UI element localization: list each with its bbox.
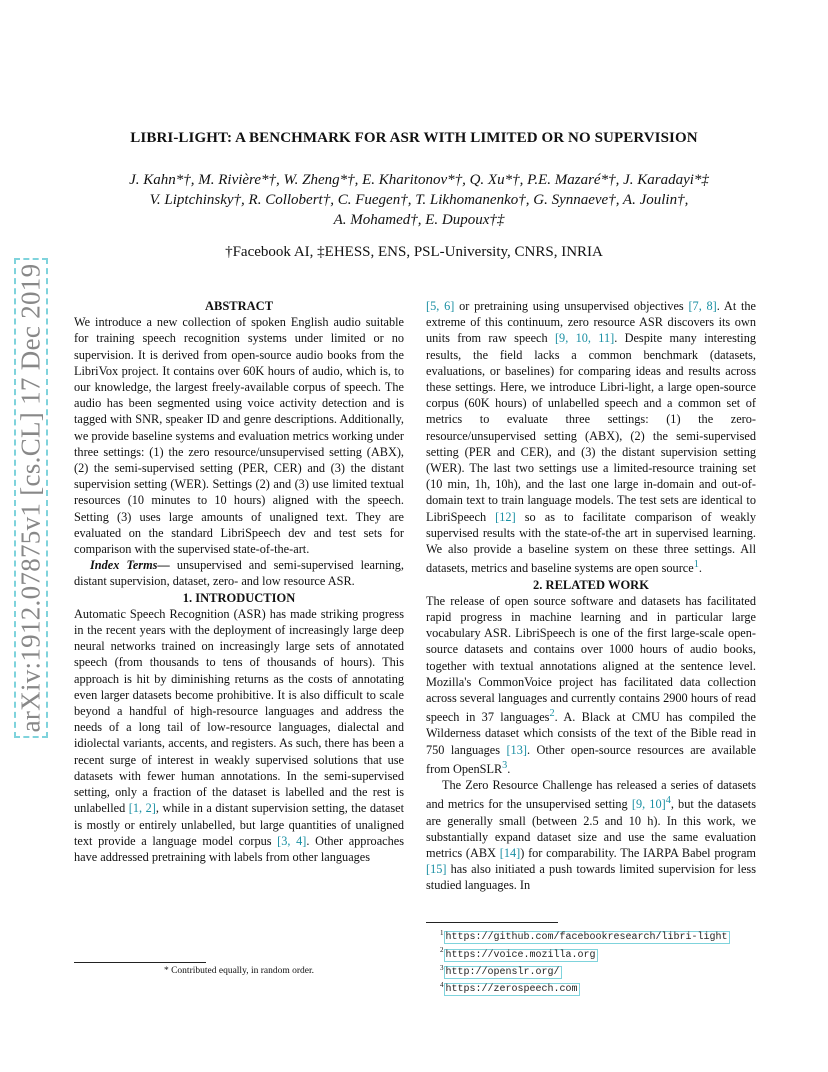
index-terms-text: unsupervised and semi-supervised learning, distant supervision, dataset, zero- and low resource ASR. xyxy=(74,558,405,589)
footnote-url[interactable]: https://github.com/facebookresearch/libri-light xyxy=(445,932,728,944)
footnote-number: 4 xyxy=(440,980,444,989)
related-paragraph-1 xyxy=(426,593,756,777)
footnote-number: 2 xyxy=(440,946,444,955)
intro-text: , while in a distant supervision setting, the dataset is mostly or entirely unlabelled, but large quantities of unaligned text provide a language model corpus xyxy=(74,801,404,848)
left-column xyxy=(74,298,404,865)
citation-link[interactable]: [5, 6] xyxy=(426,299,455,313)
equal-contribution-note: * Contributed equally, in random order. xyxy=(163,966,315,976)
authors-line-2: V. Liptchinsky†, R. Collobert†, C. Fuegen†, T. Likhomanenko†, G. Synnaeve†, A. Joulin†, xyxy=(149,192,689,208)
author-list xyxy=(90,170,748,230)
related-text: . xyxy=(507,761,511,776)
intro-text: so as to facilitate comparison of weakly supervised results with the state-of-the art in supervised learning. We also provide a baseline system on these three settings. All datasets, metrics and baseline systems are open source xyxy=(426,509,756,576)
abstract-text: We introduce a new collection of spoken English audio suitable for training speech recognition systems under limited or no supervision. It is derived from open-source audio books from the LibriVox project. It contains over 60K hours of audio, which is, to our knowledge, the largest freely-available corpus of speech. The audio has been segmented using voice activity detection and is tagged with SNR, speaker ID and genre descriptions. Additionally, we provide baseline systems and evaluation metrics working under three settings: (1) the zero resource/unsupervised setting (ABX), (2) the semi-supervised setting (PER, CER) and (3) the distant supervision setting (WER). Settings (2) and (3) use limited textual resources (10 minutes to 10 hours) aligned with the speech. Setting (3) uses large amounts of unaligned text. They are evaluated on the standard LibriSpeech dev and test sets for comparison with the supervised state-of-the-art. xyxy=(74,315,404,557)
affiliations: †Facebook AI, ‡EHESS, ENS, PSL-University, CNRS, INRIA xyxy=(225,244,603,260)
related-text: has also initiated a push towards limited supervision for less studied languages. In xyxy=(426,862,756,893)
citation-link[interactable]: [9, 10] xyxy=(631,797,666,812)
citation-link[interactable]: [9, 10, 11] xyxy=(554,331,615,346)
citation-link[interactable]: [15] xyxy=(426,862,447,877)
paper-title: LIBRI-LIGHT: A BENCHMARK FOR ASR WITH LIMITED OR NO SUPERVISION xyxy=(130,130,698,146)
right-column xyxy=(426,298,756,894)
related-paragraph-2 xyxy=(426,777,756,894)
footnote-item xyxy=(440,979,770,996)
authors-line-1: J. Kahn*†, M. Rivière*†, W. Zheng*†, E. Kharitonov*†, Q. Xu*†, P.E. Mazaré*†, J. Karadayi*‡ xyxy=(129,172,709,188)
citation-link[interactable]: [14] xyxy=(499,846,521,861)
intro-paragraph xyxy=(74,606,404,865)
related-work-heading: 2. RELATED WORK xyxy=(533,577,649,592)
related-text: , but the datasets are generally small (between 2.5 and 10 h). In this work, we substantially expand dataset size and use the same evaluation metrics (ABX xyxy=(426,797,756,861)
footnote-rule xyxy=(426,922,558,923)
footnote-number: 3 xyxy=(440,963,444,972)
footnote-item xyxy=(440,944,770,961)
footnote-marker[interactable]: 3 xyxy=(502,759,508,771)
abstract-heading: ABSTRACT xyxy=(204,299,274,313)
related-text: ) for comparability. The IARPA Babel program xyxy=(520,846,756,861)
related-text: . Other open-source resources are available from OpenSLR xyxy=(426,742,757,776)
intro-text: or pretraining using unsupervised objectives xyxy=(454,299,689,313)
footnote-url[interactable]: https://zerospeech.com xyxy=(445,984,578,996)
intro-text: . Other approaches have addressed pretraining with labels from other languages xyxy=(74,833,405,864)
intro-continued xyxy=(426,298,756,577)
footnote-marker[interactable]: 4 xyxy=(665,795,671,807)
footnote-marker[interactable]: 1 xyxy=(693,559,699,571)
footnote-item xyxy=(440,927,770,944)
related-text: . A. Black at CMU has compiled the Wilderness dataset which consists of the text of the Bible read in 750 languages xyxy=(426,710,756,757)
related-text: The Zero Resource Challenge has released a series of datasets and metrics for the unsupervised setting xyxy=(426,778,756,812)
intro-text: Automatic Speech Recognition (ASR) has made striking progress in the recent years with the deployment of increasingly large deep neural networks trained on increasingly large sets of annotated speech (from thousands to tens of thousands of hours). This approach is hit by diminishing returns as the costs of annotating even larger datasets become prohibitive. It is also difficult to scale beyond a handful of high-resource languages and address the needs of a long tail of low-resource languages, dialectal and idiolectal variants, accents, and registers. As such, there has been a recent surge of interest in weakly supervised solutions that use datasets with fewer human annotations. In the semi-supervised setting, only a fraction of the dataset is labelled and the rest is unlabelled xyxy=(74,606,404,816)
footnote-url[interactable]: https://voice.mozilla.org xyxy=(445,949,596,961)
citation-link[interactable]: [13] xyxy=(506,742,527,757)
related-text: The release of open source software and datasets has facilitated rapid progress in machine learning and in particular large vocabulary ASR. LibriSpeech is one of the first large-scale open-source datasets and contains over 1000 hours of audio books, together with textual annotations aligned at the sentence level. Mozilla's CommonVoice project has facilitated data collection across several languages and currently contains 2900 hours of read speech in 37 languages xyxy=(426,593,756,725)
intro-text: . At the extreme of this continuum, zero resource ASR discovers its own units from raw speech xyxy=(426,299,757,346)
footnote-number: 1 xyxy=(440,929,444,937)
arxiv-identifier[interactable]: arXiv:1912.07875v1 [cs.CL] 17 Dec 2019 xyxy=(15,263,46,733)
footnote-rule xyxy=(74,962,206,963)
index-terms xyxy=(74,557,404,589)
authors-line-3: A. Mohamed†, E. Dupoux†‡ xyxy=(333,212,505,228)
footnote-marker[interactable]: 2 xyxy=(549,708,555,720)
citation-link[interactable]: [1, 2] xyxy=(128,801,156,816)
citation-link[interactable]: [3, 4] xyxy=(277,833,307,848)
footnote-item xyxy=(440,962,770,979)
citation-link[interactable]: [12] xyxy=(495,509,516,524)
intro-text: . xyxy=(698,561,702,576)
citation-link[interactable]: [7, 8] xyxy=(688,299,717,313)
intro-heading: 1. INTRODUCTION xyxy=(182,590,296,605)
index-terms-label: Index Terms— xyxy=(90,558,170,573)
footnotes xyxy=(440,927,770,996)
intro-text: . Despite many interesting results, the field lacks a common benchmark (datasets, evaluations, or baselines) for comparing ideas and results across these settings. Here, we introduce Libri-light, a large open-source corpus (60K hours) of unlabelled speech and a common set of metrics to evaluate three settings: (1) the zero-resource/unsupervised setting (ABX), (2) the semi-supervised setting (PER and CER), and (3) the distant supervision setting (WER). The last two settings use a limited-resource training set (10 min, 1h, 10h), and the last one large in-domain and out-of-domain text to train language models. The test sets are identical to LibriSpeech xyxy=(426,331,756,524)
footnote-url[interactable]: http://openslr.org/ xyxy=(445,966,560,978)
